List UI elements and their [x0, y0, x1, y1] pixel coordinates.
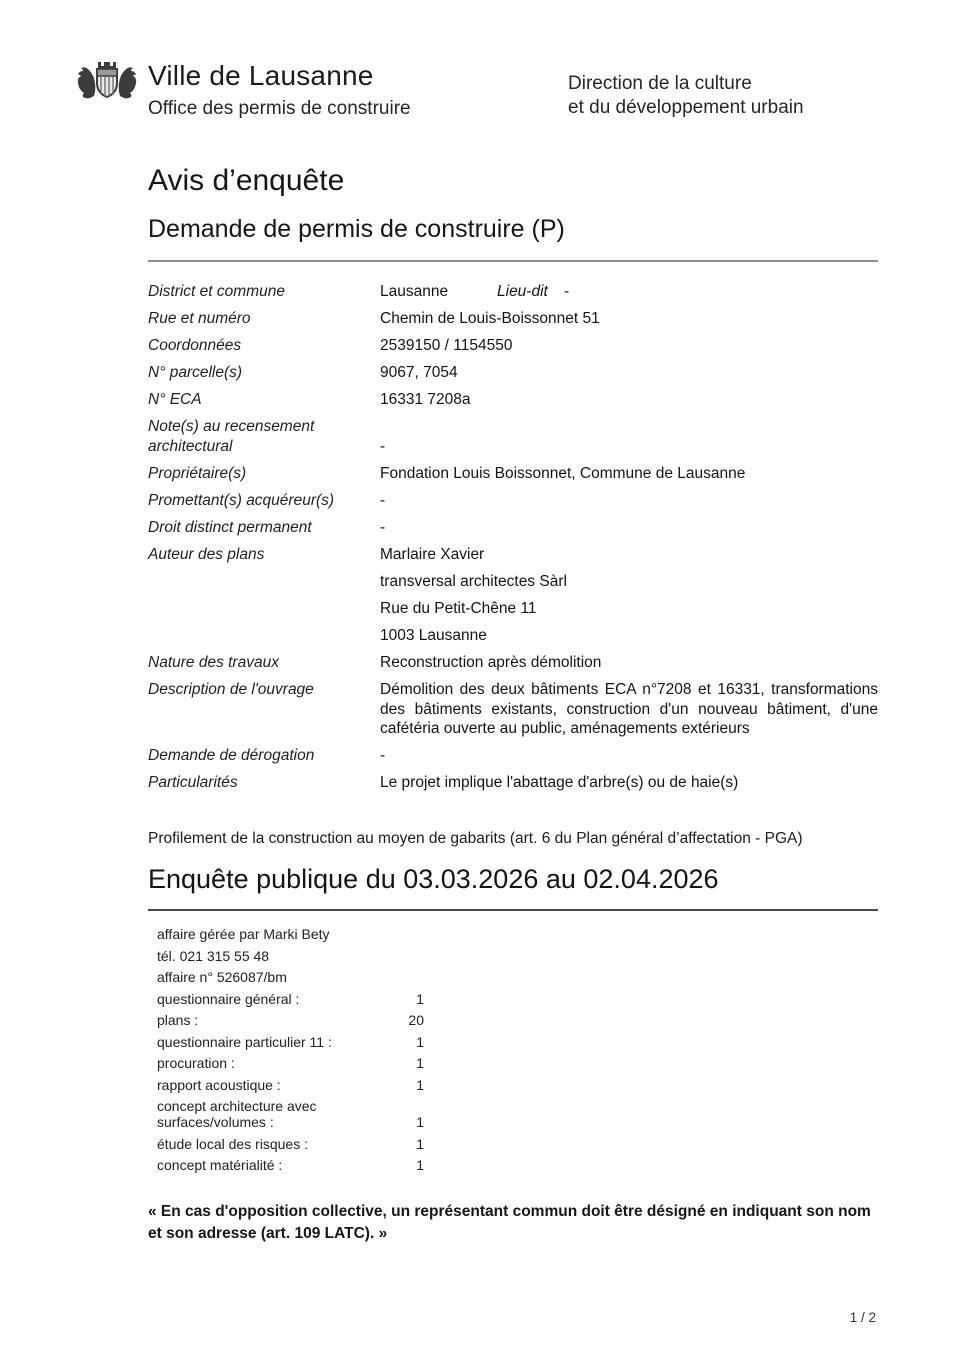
row-label: N° ECA: [148, 391, 202, 408]
brand-subtitle: Office des permis de construire: [148, 98, 411, 119]
list-item: [157, 1010, 457, 1032]
dossier-item-count: 1: [416, 990, 424, 1007]
table-row: [148, 417, 878, 457]
profilement-note: Profilement de la construction au moyen de gabarits (art. 6 du Plan général d’affectation - PGA): [148, 829, 803, 847]
recensement-value: -: [380, 438, 386, 455]
page-indicator: 1 / 2: [849, 1310, 876, 1325]
lausanne-coat-of-arms-icon: [76, 56, 138, 106]
rue-value: Chemin de Louis-Boissonnet 51: [380, 310, 600, 327]
dossier-item-label: plans :: [157, 1012, 199, 1029]
page-subtitle: Demande de permis de construire (P): [148, 215, 565, 243]
lieu-dit-label: Lieu-dit: [497, 283, 548, 300]
row-label: Note(s) au recensement architectural: [148, 418, 315, 455]
divider-top: [148, 260, 878, 262]
table-row: [148, 282, 878, 302]
auteur-line: 1003 Lausanne: [380, 627, 487, 644]
row-label: Nature des travaux: [148, 654, 279, 671]
table-row: [148, 746, 878, 766]
enquete-heading: Enquête publique du 03.03.2026 au 02.04.2026: [148, 863, 719, 894]
lieu-dit-value: -: [564, 283, 570, 300]
list-item: [157, 1096, 457, 1134]
dossier-item-label: étude local des risques :: [157, 1135, 308, 1152]
table-row: [148, 545, 878, 646]
table-row: [148, 336, 878, 356]
dossier-item-label: concept matérialité :: [157, 1157, 283, 1174]
dossier-item-label: questionnaire particulier 11 :: [157, 1033, 332, 1050]
row-label: District et commune: [148, 283, 285, 300]
row-label: Auteur des plans: [148, 546, 265, 563]
dossier-item-count: 1: [416, 1033, 424, 1050]
dossier-item-label: questionnaire général :: [157, 990, 300, 1007]
list-item: [157, 1133, 457, 1155]
dossier-item-label: procuration :: [157, 1055, 235, 1072]
dossier-item-count: 1: [416, 1055, 424, 1072]
row-label: Demande de dérogation: [148, 746, 315, 764]
dossier-case-number: affaire n° 526087/bm: [157, 969, 287, 986]
list-item: [157, 1031, 457, 1053]
droit-value: -: [380, 519, 386, 536]
opposition-notice: « En cas d'opposition collective, un représentant commun doit être désigné en indiquant son nom et son adresse (art. 109 LATC). »: [148, 1203, 871, 1242]
dossier-managed-by: affaire gérée par Marki Bety: [157, 926, 330, 943]
row-label: N° parcelle(s): [148, 364, 243, 381]
table-row: [148, 491, 878, 511]
coordonnees-value: 2539150 / 1154550: [380, 337, 513, 354]
district-value: Lausanne: [380, 283, 449, 300]
row-label: Droit distinct permanent: [148, 519, 312, 536]
dossier-item-label: rapport acoustique :: [157, 1076, 281, 1093]
table-row: [148, 390, 878, 410]
brand-block: [148, 60, 411, 120]
auteur-line: Rue du Petit-Chêne 11: [380, 600, 537, 617]
nature-value: Reconstruction après démolition: [380, 654, 602, 671]
row-label: Rue et numéro: [148, 310, 251, 327]
promettant-value: -: [380, 492, 386, 509]
auteur-value: [380, 545, 878, 646]
row-label: Coordonnées: [148, 337, 242, 354]
row-label: Particularités: [148, 773, 238, 791]
parcelle-value: 9067, 7054: [380, 364, 458, 381]
list-item: [157, 1155, 457, 1177]
document-body: [148, 160, 878, 1244]
direction-block: [568, 72, 804, 119]
table-row: [148, 518, 878, 538]
divider-bottom: [148, 909, 878, 911]
direction-line2: et du développement urbain: [568, 96, 804, 118]
table-row: [148, 653, 878, 673]
row-label: Promettant(s) acquéreur(s): [148, 492, 335, 509]
row-label: Description de l'ouvrage: [148, 681, 314, 698]
list-item: [157, 1053, 457, 1075]
dossier-item-count: 1: [416, 1076, 424, 1093]
dossier-item-count: 1: [416, 1114, 424, 1131]
dossier-item-count: 1: [416, 1157, 424, 1174]
eca-value: 16331 7208a: [380, 391, 471, 408]
auteur-line: transversal architectes Sàrl: [380, 573, 567, 590]
list-item: [157, 988, 457, 1010]
derogation-value: -: [380, 746, 386, 764]
direction-line1: Direction de la culture: [568, 73, 752, 94]
details-table: [148, 282, 878, 793]
dossier-item-count: 1: [416, 1135, 424, 1152]
proprietaire-value: Fondation Louis Boissonnet, Commune de Lausanne: [380, 465, 746, 482]
row-label: Propriétaire(s): [148, 465, 247, 482]
description-value: Démolition des deux bâtiments ECA n°7208 et 16331, transformations des bâtiments existants, construction d'un nouveau bâtiment, d'une cafétéria ouverte au public, aménagements extérieurs: [380, 681, 878, 737]
auteur-line: Marlaire Xavier: [380, 546, 485, 563]
particularites-value: Le projet implique l'abattage d'arbre(s) ou de haie(s): [380, 773, 739, 791]
brand-title: Ville de Lausanne: [148, 60, 374, 91]
table-row: [148, 680, 878, 739]
dossier-phone: tél. 021 315 55 48: [157, 947, 270, 964]
page-title: Avis d’enquête: [148, 164, 345, 197]
dossier-item-count: 20: [408, 1012, 424, 1029]
list-item: [157, 1074, 457, 1096]
table-row: [148, 363, 878, 383]
table-row: [148, 773, 878, 793]
dossier-block: [157, 924, 457, 1177]
table-row: [148, 309, 878, 329]
table-row: [148, 464, 878, 484]
dossier-item-label: concept architecture avec surfaces/volumes :: [157, 1098, 317, 1131]
